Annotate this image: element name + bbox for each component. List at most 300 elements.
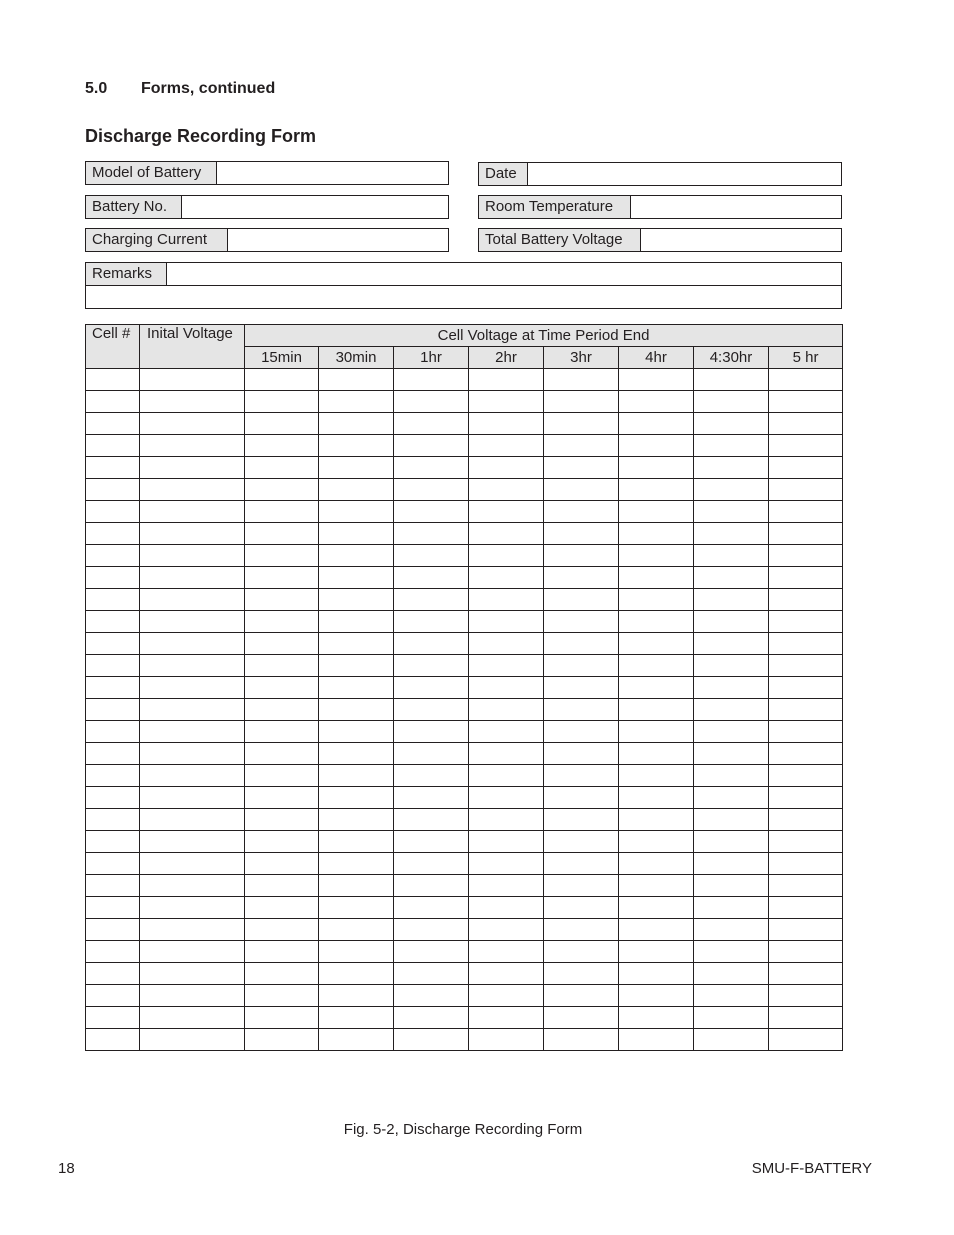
- table-cell[interactable]: [245, 787, 319, 809]
- table-cell[interactable]: [394, 985, 469, 1007]
- table-cell[interactable]: [619, 897, 694, 919]
- table-cell[interactable]: [140, 611, 245, 633]
- table-cell[interactable]: [469, 941, 544, 963]
- table-cell[interactable]: [694, 567, 769, 589]
- table-cell[interactable]: [394, 589, 469, 611]
- table-cell[interactable]: [394, 699, 469, 721]
- table-cell[interactable]: [469, 589, 544, 611]
- table-cell[interactable]: [394, 853, 469, 875]
- table-cell[interactable]: [694, 611, 769, 633]
- table-cell[interactable]: [619, 457, 694, 479]
- table-cell[interactable]: [469, 853, 544, 875]
- table-cell[interactable]: [619, 699, 694, 721]
- table-cell[interactable]: [769, 589, 843, 611]
- table-cell[interactable]: [544, 589, 619, 611]
- table-cell[interactable]: [140, 655, 245, 677]
- table-cell[interactable]: [544, 567, 619, 589]
- table-cell[interactable]: [694, 721, 769, 743]
- table-cell[interactable]: [394, 897, 469, 919]
- table-cell[interactable]: [86, 611, 140, 633]
- table-cell[interactable]: [769, 787, 843, 809]
- table-cell[interactable]: [319, 831, 394, 853]
- table-cell[interactable]: [86, 633, 140, 655]
- table-cell[interactable]: [469, 457, 544, 479]
- table-cell[interactable]: [694, 655, 769, 677]
- table-cell[interactable]: [245, 743, 319, 765]
- table-cell[interactable]: [694, 545, 769, 567]
- table-cell[interactable]: [394, 875, 469, 897]
- table-cell[interactable]: [619, 963, 694, 985]
- table-cell[interactable]: [394, 655, 469, 677]
- table-cell[interactable]: [769, 1029, 843, 1051]
- table-cell[interactable]: [245, 523, 319, 545]
- table-cell[interactable]: [319, 655, 394, 677]
- table-cell[interactable]: [769, 391, 843, 413]
- table-cell[interactable]: [319, 721, 394, 743]
- table-cell[interactable]: [469, 963, 544, 985]
- table-cell[interactable]: [86, 589, 140, 611]
- charging-current-field[interactable]: [85, 228, 449, 252]
- table-cell[interactable]: [694, 831, 769, 853]
- table-cell[interactable]: [544, 919, 619, 941]
- table-cell[interactable]: [769, 853, 843, 875]
- table-cell[interactable]: [694, 985, 769, 1007]
- table-cell[interactable]: [319, 853, 394, 875]
- table-cell[interactable]: [140, 479, 245, 501]
- table-cell[interactable]: [619, 391, 694, 413]
- table-cell[interactable]: [469, 985, 544, 1007]
- table-cell[interactable]: [86, 765, 140, 787]
- table-cell[interactable]: [544, 611, 619, 633]
- table-cell[interactable]: [544, 677, 619, 699]
- table-cell[interactable]: [544, 985, 619, 1007]
- table-cell[interactable]: [469, 413, 544, 435]
- table-cell[interactable]: [469, 831, 544, 853]
- table-cell[interactable]: [86, 985, 140, 1007]
- table-cell[interactable]: [140, 765, 245, 787]
- table-cell[interactable]: [769, 435, 843, 457]
- table-cell[interactable]: [694, 589, 769, 611]
- table-cell[interactable]: [245, 897, 319, 919]
- table-cell[interactable]: [694, 1029, 769, 1051]
- table-cell[interactable]: [140, 787, 245, 809]
- table-cell[interactable]: [394, 567, 469, 589]
- table-cell[interactable]: [619, 479, 694, 501]
- table-cell[interactable]: [86, 391, 140, 413]
- table-cell[interactable]: [140, 567, 245, 589]
- table-cell[interactable]: [394, 809, 469, 831]
- table-cell[interactable]: [319, 435, 394, 457]
- table-cell[interactable]: [394, 765, 469, 787]
- table-cell[interactable]: [769, 479, 843, 501]
- table-cell[interactable]: [140, 831, 245, 853]
- table-cell[interactable]: [694, 853, 769, 875]
- table-cell[interactable]: [469, 1029, 544, 1051]
- table-cell[interactable]: [319, 501, 394, 523]
- table-cell[interactable]: [469, 677, 544, 699]
- table-cell[interactable]: [694, 391, 769, 413]
- total-battery-voltage-field[interactable]: [478, 228, 842, 252]
- table-cell[interactable]: [394, 501, 469, 523]
- table-cell[interactable]: [694, 457, 769, 479]
- table-cell[interactable]: [694, 479, 769, 501]
- table-cell[interactable]: [544, 699, 619, 721]
- table-cell[interactable]: [769, 875, 843, 897]
- table-cell[interactable]: [619, 501, 694, 523]
- table-cell[interactable]: [619, 721, 694, 743]
- table-cell[interactable]: [544, 655, 619, 677]
- table-cell[interactable]: [694, 435, 769, 457]
- table-cell[interactable]: [86, 1029, 140, 1051]
- table-cell[interactable]: [394, 457, 469, 479]
- table-cell[interactable]: [619, 875, 694, 897]
- table-cell[interactable]: [394, 831, 469, 853]
- table-cell[interactable]: [245, 369, 319, 391]
- table-cell[interactable]: [469, 875, 544, 897]
- table-cell[interactable]: [619, 809, 694, 831]
- table-cell[interactable]: [319, 479, 394, 501]
- table-cell[interactable]: [245, 413, 319, 435]
- table-cell[interactable]: [544, 765, 619, 787]
- table-cell[interactable]: [394, 479, 469, 501]
- table-cell[interactable]: [544, 941, 619, 963]
- table-cell[interactable]: [86, 479, 140, 501]
- table-cell[interactable]: [140, 677, 245, 699]
- table-cell[interactable]: [245, 699, 319, 721]
- table-cell[interactable]: [769, 677, 843, 699]
- table-cell[interactable]: [245, 831, 319, 853]
- table-cell[interactable]: [394, 787, 469, 809]
- table-cell[interactable]: [245, 589, 319, 611]
- table-cell[interactable]: [769, 413, 843, 435]
- table-cell[interactable]: [544, 787, 619, 809]
- table-cell[interactable]: [694, 897, 769, 919]
- table-cell[interactable]: [394, 523, 469, 545]
- table-cell[interactable]: [619, 765, 694, 787]
- table-cell[interactable]: [245, 655, 319, 677]
- table-cell[interactable]: [319, 1029, 394, 1051]
- table-cell[interactable]: [86, 831, 140, 853]
- table-cell[interactable]: [544, 391, 619, 413]
- table-cell[interactable]: [319, 545, 394, 567]
- table-cell[interactable]: [694, 809, 769, 831]
- table-cell[interactable]: [319, 677, 394, 699]
- table-cell[interactable]: [769, 941, 843, 963]
- table-cell[interactable]: [469, 897, 544, 919]
- table-cell[interactable]: [140, 721, 245, 743]
- table-cell[interactable]: [469, 787, 544, 809]
- table-cell[interactable]: [394, 963, 469, 985]
- table-cell[interactable]: [769, 523, 843, 545]
- table-cell[interactable]: [619, 1029, 694, 1051]
- table-cell[interactable]: [769, 633, 843, 655]
- table-cell[interactable]: [769, 743, 843, 765]
- table-cell[interactable]: [245, 809, 319, 831]
- table-cell[interactable]: [86, 677, 140, 699]
- table-cell[interactable]: [769, 699, 843, 721]
- table-cell[interactable]: [245, 545, 319, 567]
- table-cell[interactable]: [619, 567, 694, 589]
- table-cell[interactable]: [694, 743, 769, 765]
- table-cell[interactable]: [86, 545, 140, 567]
- table-cell[interactable]: [245, 391, 319, 413]
- table-cell[interactable]: [86, 941, 140, 963]
- table-cell[interactable]: [769, 897, 843, 919]
- table-cell[interactable]: [140, 1029, 245, 1051]
- table-cell[interactable]: [140, 897, 245, 919]
- table-cell[interactable]: [544, 897, 619, 919]
- table-cell[interactable]: [86, 523, 140, 545]
- table-cell[interactable]: [86, 919, 140, 941]
- table-cell[interactable]: [769, 655, 843, 677]
- table-cell[interactable]: [86, 897, 140, 919]
- table-cell[interactable]: [619, 853, 694, 875]
- table-cell[interactable]: [245, 941, 319, 963]
- table-cell[interactable]: [245, 985, 319, 1007]
- table-cell[interactable]: [319, 457, 394, 479]
- table-cell[interactable]: [319, 589, 394, 611]
- table-cell[interactable]: [544, 523, 619, 545]
- table-cell[interactable]: [245, 875, 319, 897]
- table-cell[interactable]: [619, 611, 694, 633]
- table-cell[interactable]: [86, 963, 140, 985]
- table-cell[interactable]: [469, 919, 544, 941]
- table-cell[interactable]: [319, 633, 394, 655]
- table-cell[interactable]: [140, 699, 245, 721]
- table-cell[interactable]: [245, 435, 319, 457]
- table-cell[interactable]: [140, 809, 245, 831]
- table-cell[interactable]: [245, 479, 319, 501]
- table-cell[interactable]: [140, 963, 245, 985]
- table-cell[interactable]: [769, 721, 843, 743]
- table-cell[interactable]: [694, 677, 769, 699]
- model-of-battery-field[interactable]: [85, 161, 449, 185]
- table-cell[interactable]: [469, 765, 544, 787]
- table-cell[interactable]: [619, 743, 694, 765]
- table-cell[interactable]: [469, 1007, 544, 1029]
- table-cell[interactable]: [319, 1007, 394, 1029]
- table-cell[interactable]: [140, 633, 245, 655]
- table-cell[interactable]: [140, 413, 245, 435]
- table-cell[interactable]: [319, 809, 394, 831]
- table-cell[interactable]: [469, 655, 544, 677]
- table-cell[interactable]: [544, 743, 619, 765]
- table-cell[interactable]: [86, 721, 140, 743]
- table-cell[interactable]: [469, 633, 544, 655]
- table-cell[interactable]: [544, 633, 619, 655]
- table-cell[interactable]: [86, 853, 140, 875]
- table-cell[interactable]: [769, 985, 843, 1007]
- table-cell[interactable]: [140, 853, 245, 875]
- table-cell[interactable]: [469, 743, 544, 765]
- table-cell[interactable]: [394, 391, 469, 413]
- table-cell[interactable]: [86, 435, 140, 457]
- table-cell[interactable]: [140, 985, 245, 1007]
- table-cell[interactable]: [140, 501, 245, 523]
- table-cell[interactable]: [544, 545, 619, 567]
- table-cell[interactable]: [694, 787, 769, 809]
- table-cell[interactable]: [245, 853, 319, 875]
- table-cell[interactable]: [140, 545, 245, 567]
- table-cell[interactable]: [544, 457, 619, 479]
- table-cell[interactable]: [245, 721, 319, 743]
- table-cell[interactable]: [619, 369, 694, 391]
- table-cell[interactable]: [469, 479, 544, 501]
- table-cell[interactable]: [245, 567, 319, 589]
- table-cell[interactable]: [469, 611, 544, 633]
- table-cell[interactable]: [619, 633, 694, 655]
- table-cell[interactable]: [469, 391, 544, 413]
- table-cell[interactable]: [694, 919, 769, 941]
- table-cell[interactable]: [245, 963, 319, 985]
- table-cell[interactable]: [619, 1007, 694, 1029]
- table-cell[interactable]: [694, 765, 769, 787]
- table-cell[interactable]: [394, 545, 469, 567]
- table-cell[interactable]: [544, 501, 619, 523]
- table-cell[interactable]: [469, 369, 544, 391]
- table-cell[interactable]: [544, 831, 619, 853]
- table-cell[interactable]: [619, 677, 694, 699]
- table-cell[interactable]: [544, 369, 619, 391]
- table-cell[interactable]: [769, 765, 843, 787]
- table-cell[interactable]: [86, 567, 140, 589]
- table-cell[interactable]: [469, 567, 544, 589]
- table-cell[interactable]: [619, 985, 694, 1007]
- table-cell[interactable]: [544, 963, 619, 985]
- table-cell[interactable]: [619, 655, 694, 677]
- table-cell[interactable]: [319, 391, 394, 413]
- table-cell[interactable]: [245, 919, 319, 941]
- table-cell[interactable]: [394, 721, 469, 743]
- table-cell[interactable]: [394, 611, 469, 633]
- table-cell[interactable]: [769, 567, 843, 589]
- table-cell[interactable]: [140, 941, 245, 963]
- table-cell[interactable]: [86, 457, 140, 479]
- table-cell[interactable]: [394, 413, 469, 435]
- table-cell[interactable]: [769, 457, 843, 479]
- room-temperature-field[interactable]: [478, 195, 842, 219]
- table-cell[interactable]: [544, 479, 619, 501]
- table-cell[interactable]: [394, 435, 469, 457]
- table-cell[interactable]: [469, 501, 544, 523]
- table-cell[interactable]: [140, 391, 245, 413]
- remarks-field[interactable]: [85, 262, 842, 309]
- table-cell[interactable]: [544, 1007, 619, 1029]
- table-cell[interactable]: [544, 721, 619, 743]
- table-cell[interactable]: [769, 809, 843, 831]
- table-cell[interactable]: [86, 655, 140, 677]
- table-cell[interactable]: [140, 743, 245, 765]
- table-cell[interactable]: [769, 963, 843, 985]
- table-cell[interactable]: [694, 369, 769, 391]
- table-cell[interactable]: [469, 809, 544, 831]
- table-cell[interactable]: [694, 963, 769, 985]
- battery-no-field[interactable]: [85, 195, 449, 219]
- table-cell[interactable]: [394, 677, 469, 699]
- table-cell[interactable]: [769, 831, 843, 853]
- table-cell[interactable]: [469, 545, 544, 567]
- table-cell[interactable]: [140, 589, 245, 611]
- table-cell[interactable]: [245, 765, 319, 787]
- table-cell[interactable]: [619, 435, 694, 457]
- table-cell[interactable]: [319, 369, 394, 391]
- table-cell[interactable]: [619, 787, 694, 809]
- table-cell[interactable]: [544, 853, 619, 875]
- table-cell[interactable]: [694, 1007, 769, 1029]
- table-cell[interactable]: [245, 677, 319, 699]
- table-cell[interactable]: [694, 941, 769, 963]
- date-field[interactable]: [478, 162, 842, 186]
- table-cell[interactable]: [245, 1007, 319, 1029]
- table-cell[interactable]: [769, 545, 843, 567]
- table-cell[interactable]: [394, 941, 469, 963]
- table-cell[interactable]: [140, 369, 245, 391]
- table-cell[interactable]: [694, 699, 769, 721]
- table-cell[interactable]: [469, 699, 544, 721]
- table-cell[interactable]: [140, 1007, 245, 1029]
- table-cell[interactable]: [245, 501, 319, 523]
- table-cell[interactable]: [245, 611, 319, 633]
- table-cell[interactable]: [394, 369, 469, 391]
- table-cell[interactable]: [245, 457, 319, 479]
- table-cell[interactable]: [694, 523, 769, 545]
- table-cell[interactable]: [86, 699, 140, 721]
- table-cell[interactable]: [394, 1029, 469, 1051]
- table-cell[interactable]: [469, 523, 544, 545]
- table-cell[interactable]: [694, 413, 769, 435]
- table-cell[interactable]: [319, 765, 394, 787]
- table-cell[interactable]: [769, 501, 843, 523]
- table-cell[interactable]: [544, 875, 619, 897]
- table-cell[interactable]: [86, 743, 140, 765]
- table-cell[interactable]: [140, 457, 245, 479]
- table-cell[interactable]: [544, 809, 619, 831]
- table-cell[interactable]: [469, 721, 544, 743]
- table-cell[interactable]: [619, 831, 694, 853]
- table-cell[interactable]: [544, 413, 619, 435]
- table-cell[interactable]: [319, 787, 394, 809]
- table-cell[interactable]: [319, 941, 394, 963]
- table-cell[interactable]: [86, 369, 140, 391]
- table-cell[interactable]: [319, 567, 394, 589]
- table-cell[interactable]: [694, 875, 769, 897]
- table-cell[interactable]: [619, 919, 694, 941]
- table-cell[interactable]: [319, 897, 394, 919]
- table-cell[interactable]: [619, 941, 694, 963]
- table-cell[interactable]: [469, 435, 544, 457]
- table-cell[interactable]: [319, 919, 394, 941]
- table-cell[interactable]: [769, 919, 843, 941]
- table-cell[interactable]: [140, 919, 245, 941]
- table-cell[interactable]: [140, 523, 245, 545]
- table-cell[interactable]: [319, 699, 394, 721]
- table-cell[interactable]: [86, 413, 140, 435]
- table-cell[interactable]: [394, 633, 469, 655]
- table-cell[interactable]: [694, 633, 769, 655]
- table-cell[interactable]: [245, 1029, 319, 1051]
- table-cell[interactable]: [769, 369, 843, 391]
- table-cell[interactable]: [394, 1007, 469, 1029]
- table-cell[interactable]: [544, 435, 619, 457]
- table-cell[interactable]: [86, 809, 140, 831]
- table-cell[interactable]: [86, 1007, 140, 1029]
- table-cell[interactable]: [140, 435, 245, 457]
- table-cell[interactable]: [140, 875, 245, 897]
- table-cell[interactable]: [619, 523, 694, 545]
- table-cell[interactable]: [619, 589, 694, 611]
- table-cell[interactable]: [319, 523, 394, 545]
- table-cell[interactable]: [394, 919, 469, 941]
